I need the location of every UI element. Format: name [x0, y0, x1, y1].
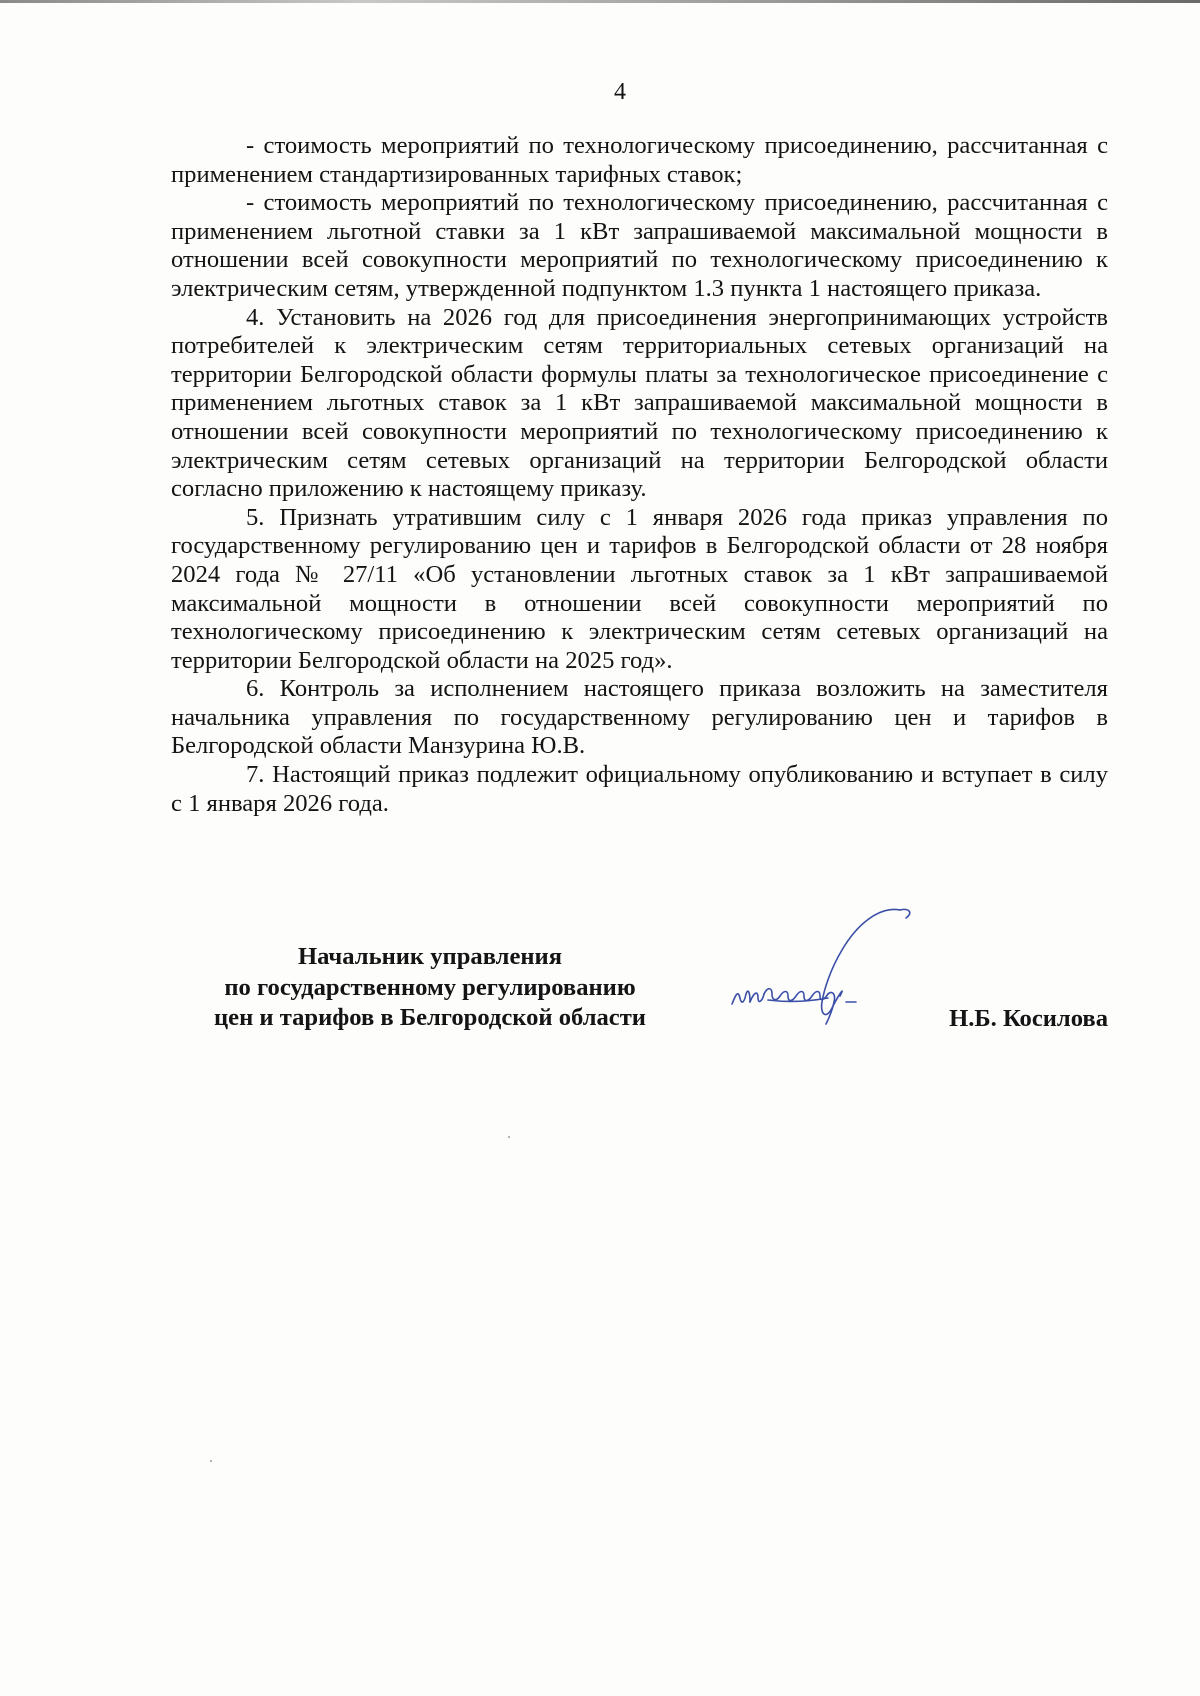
paragraph-cost-preferential-rate: - стоимость мероприятий по технологическому присоединению, рассчитанная с применением льготной ставки за 1 кВт запрашиваемой максимальной мощности в отношении всей совокупности мероприятий по технологическому присоединению к электрическим сетям, утвержденной подпунктом 1.3 пункта 1 настоящего приказа.	[171, 189, 1108, 302]
page-number: 4	[614, 79, 626, 105]
paragraph-cost-standard-rates: - стоимость мероприятий по технологическому присоединению, рассчитанная с применением стандартизированных тарифных ставок;	[171, 132, 1108, 188]
scan-top-edge	[0, 0, 1200, 3]
signer-name: Н.Б. Косилова	[949, 1005, 1108, 1032]
scan-speck	[508, 1136, 510, 1138]
signatory-title-line: цен и тарифов в Белгородской области	[214, 1004, 646, 1031]
signatory-title-line: по государственному регулированию	[224, 973, 636, 1001]
document-body	[171, 132, 1108, 818]
paragraph-item-4: 4. Установить на 2026 год для присоединения энергопринимающих устройств потребителей к электрическим сетям территориальных сетевых организаций на территории Белгородской области формулы платы за технологическое присоединение с применением льготных ставок за 1 кВт запрашиваемой максимальной мощности в отношении всей совокупности мероприятий по технологическому присоединению к электрическим сетям сетевых организаций на территории Белгородской области согласно приложению к настоящему приказу.	[171, 303, 1108, 503]
paragraph-item-6: 6. Контроль за исполнением настоящего приказа возложить на заместителя начальника управления по государственному регулированию цен и тарифов в Белгородской области Манзурина Ю.В.	[171, 675, 1108, 760]
paragraph-item-5: 5. Признать утратившим силу с 1 января 2026 года приказ управления по государственному регулированию цен и тарифов в Белгородской области от 28 ноября 2024 года № 27/11 «Об установлении льготных ставок за 1 кВт запрашиваемой максимальной мощности в отношении всей совокупности мероприятий по технологическому присоединению к электрическим сетям сетевых организаций на территории Белгородской области на 2025 год».	[171, 503, 1108, 674]
handwritten-signature	[728, 898, 938, 1038]
scan-speck	[210, 1460, 212, 1462]
paragraph-item-7: 7. Настоящий приказ подлежит официальному опубликованию и вступает в силу с 1 января 2026 года.	[171, 761, 1108, 817]
signatory-title	[190, 942, 670, 1034]
signatory-title-line: Начальник управления	[297, 943, 563, 970]
